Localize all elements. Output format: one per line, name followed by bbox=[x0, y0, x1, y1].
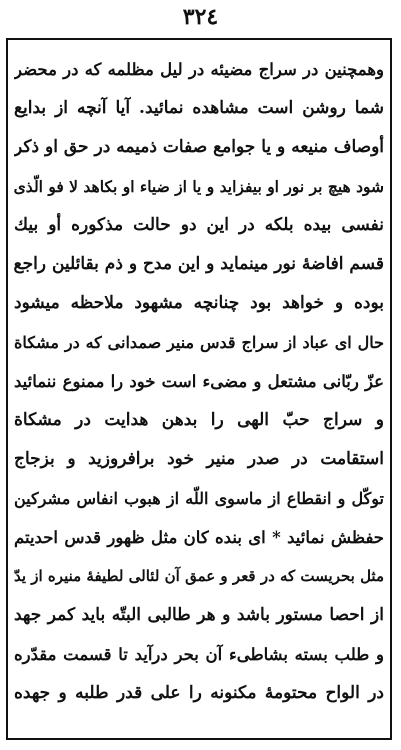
text-line-6: قسم افاضهٔ نور مینماید و این مدح و ذم بقائلین راجع bbox=[14, 254, 384, 274]
text-line-7: بوده و خواهد بود چنانچه مشهود ملاحظه میشود bbox=[14, 293, 384, 313]
text-block bbox=[14, 50, 384, 713]
text-line-2: شما روشن است مشاهده نمائید. آیا آنچه از بدایع bbox=[14, 98, 384, 118]
text-frame bbox=[6, 38, 392, 740]
text-line-8: حال ای عباد از سراج قدس منیر صمدانی که در مشکاة bbox=[14, 333, 384, 352]
text-line-9: عزّ ربّانی مشتعل و مضیء است خود را ممنوع ننمائید bbox=[14, 372, 384, 391]
text-line-12: توکّل و انقطاع از ماسوی اللّه از هبوب انفاس مشرکین bbox=[14, 489, 384, 508]
text-line-15: از احصا مستور باشد و هر طالبی البتّه باید کمر جهد bbox=[14, 605, 384, 625]
text-line-13: حفظش نمائید * ای بنده کان مثل ظهور قدس احدیتم bbox=[14, 528, 384, 547]
text-line-4: شود هیچ بر نور او بیفزاید و یا از ضیاء او بکاهد لا فو الّذی bbox=[14, 177, 384, 196]
text-line-10: و سراج حبّ الهی را بدهن هدایت در مشکاة bbox=[14, 410, 384, 430]
page-number: ٣٢٤ bbox=[182, 4, 219, 30]
text-line-11: استقامت در صدر منیر خود برافروزید و بزجاج bbox=[14, 449, 384, 469]
text-line-1: وهمچنین در سراج مضیئه در لیل مظلمه که در محضر bbox=[14, 60, 384, 79]
text-line-5: نفسی بیده بلکه در این دو حالت مذکوره أو بیك bbox=[14, 215, 384, 235]
text-line-17: در الواح محتومهٔ مکنونه را علی قدر طلبه و جهده bbox=[14, 683, 384, 703]
text-line-14: مثل بحریست که در قعر و عمق آن لئالی لطیفهٔ منیره از یدّ bbox=[14, 567, 384, 585]
text-line-3: أوصاف منیعه و یا جوامع صفات ذمیمه در حق او ذکر bbox=[14, 137, 384, 157]
text-line-16: و طلب بسته بشاطیء آن بحر درآید تا قسمت مقدّره bbox=[14, 645, 384, 664]
